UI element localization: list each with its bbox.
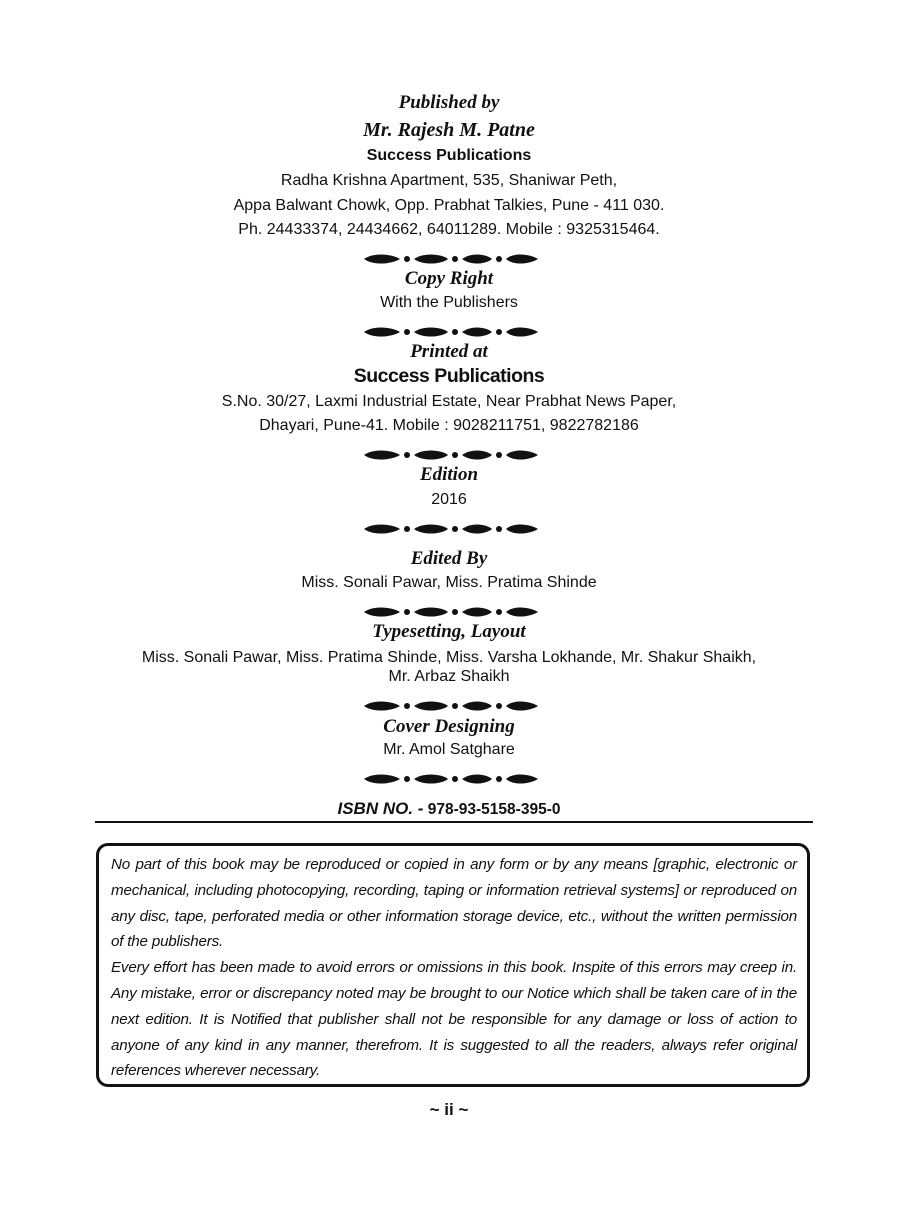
- ornament-divider-icon: [362, 699, 540, 713]
- edited-by-heading: Edited By: [410, 548, 488, 569]
- isbn-number: 978-93-5158-395-0: [423, 801, 561, 818]
- printed-at-heading: Printed at: [410, 341, 488, 362]
- ornament-divider-icon: [362, 605, 540, 619]
- publisher-address-line1: Radha Krishna Apartment, 535, Shaniwar Peth,: [280, 172, 618, 189]
- copyright-heading: Copy Right: [404, 268, 494, 289]
- publisher-name: Mr. Rajesh M. Patne: [363, 119, 535, 141]
- edition-heading: Edition: [419, 464, 479, 485]
- page-number: ~ ii ~: [429, 1100, 469, 1119]
- copyright-notice-box: [96, 843, 810, 1087]
- typesetting-names-line1: Miss. Sonali Pawar, Miss. Pratima Shinde, Miss. Varsha Lokhande, Mr. Shakur Shaikh,: [141, 649, 757, 666]
- isbn-line: [0, 799, 898, 819]
- notice-paragraph-2: Every effort has been made to avoid errors or omissions in this book. Inspite of this errors may creep in. Any mistake, error or discrepancy noted may be brought to our Notice which shall be taken care of in the next edition. It is Notified that publisher shall not be responsible for any damage or loss of action to anyone of any kind in any manner, therefrom. It is suggested to all the readers, always refer original references wherever necessary.: [111, 959, 797, 1080]
- cover-designer-name: Mr. Amol Satghare: [383, 741, 515, 758]
- printer-address-line1: S.No. 30/27, Laxmi Industrial Estate, Near Prabhat News Paper,: [221, 393, 677, 410]
- edition-year: 2016: [431, 491, 467, 508]
- published-by-heading: Published by: [398, 92, 500, 113]
- isbn-label: ISBN NO. -: [337, 799, 424, 818]
- typesetting-heading: Typesetting, Layout: [372, 621, 526, 642]
- publisher-company: Success Publications: [366, 147, 532, 164]
- publisher-phone: Ph. 24433374, 24434662, 64011289. Mobile : 9325315464.: [238, 221, 660, 238]
- ornament-divider-icon: [362, 522, 540, 536]
- typesetting-names-line2: Mr. Arbaz Shaikh: [388, 668, 510, 685]
- printer-company: Success Publications: [353, 365, 545, 387]
- ornament-divider-icon: [362, 448, 540, 462]
- printer-address-line2: Dhayari, Pune-41. Mobile : 9028211751, 9822782186: [259, 417, 639, 434]
- horizontal-rule: [95, 821, 813, 823]
- copyright-text: With the Publishers: [380, 294, 518, 311]
- ornament-divider-icon: [362, 772, 540, 786]
- ornament-divider-icon: [362, 252, 540, 266]
- ornament-divider-icon: [362, 325, 540, 339]
- cover-designing-heading: Cover Designing: [383, 716, 515, 737]
- notice-paragraph-1: No part of this book may be reproduced or copied in any form or by any means [graphic, electronic or mechanical, including photocopying, recording, taping or information retrieval systems] or reproduced on any disc, tape, perforated media or other information storage device, etc., without the written permission of the publishers.: [111, 856, 797, 951]
- edited-by-names: Miss. Sonali Pawar, Miss. Pratima Shinde: [301, 574, 597, 591]
- publisher-address-line2: Appa Balwant Chowk, Opp. Prabhat Talkies, Pune - 411 030.: [233, 197, 665, 214]
